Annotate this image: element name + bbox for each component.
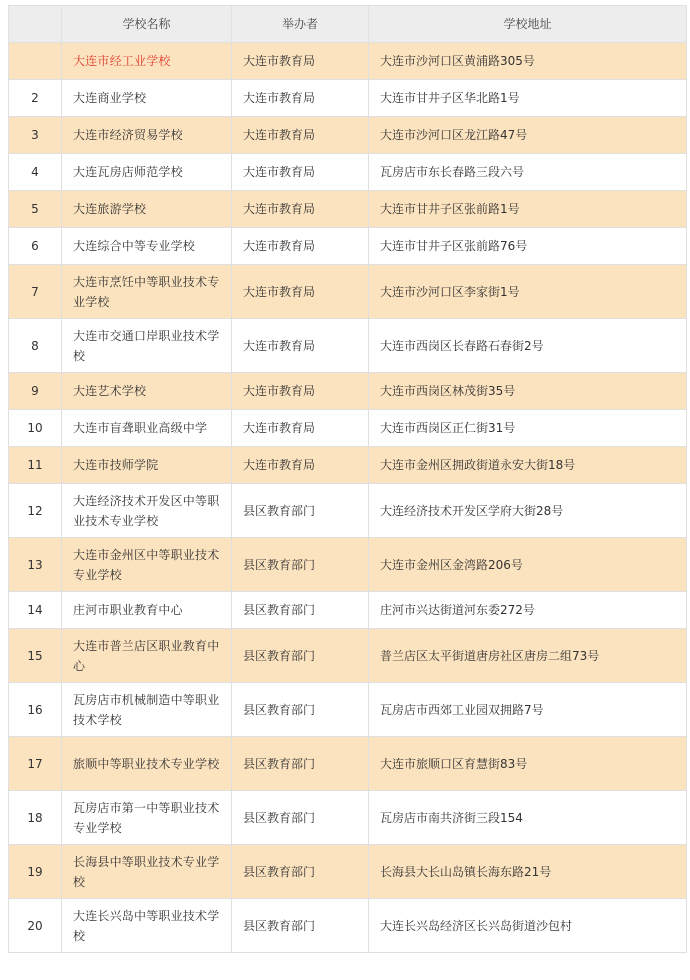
school-address: 大连市金州区拥政街道永安大街18号 — [369, 447, 687, 484]
table-row — [9, 191, 687, 228]
table-row — [9, 154, 687, 191]
table-row — [9, 845, 687, 899]
school-name: 大连市盲聋职业高级中学 — [62, 410, 232, 447]
table-row — [9, 538, 687, 592]
school-name: 大连市经工业学校 — [62, 43, 232, 80]
header-school-name: 学校名称 — [62, 6, 232, 43]
organizer: 县区教育部门 — [232, 791, 369, 845]
row-number: 9 — [9, 373, 62, 410]
organizer: 县区教育部门 — [232, 845, 369, 899]
table-row — [9, 373, 687, 410]
table-row — [9, 447, 687, 484]
row-number: 13 — [9, 538, 62, 592]
school-address: 大连市金州区金湾路206号 — [369, 538, 687, 592]
school-address: 庄河市兴达街道河东委272号 — [369, 592, 687, 629]
organizer: 县区教育部门 — [232, 629, 369, 683]
header-organizer: 举办者 — [232, 6, 369, 43]
school-name: 大连市经济贸易学校 — [62, 117, 232, 154]
table-row — [9, 737, 687, 791]
header-address: 学校地址 — [369, 6, 687, 43]
organizer: 县区教育部门 — [232, 592, 369, 629]
school-name: 大连艺术学校 — [62, 373, 232, 410]
row-number: 10 — [9, 410, 62, 447]
organizer: 县区教育部门 — [232, 538, 369, 592]
table-row — [9, 791, 687, 845]
school-address: 大连市甘井子区华北路1号 — [369, 80, 687, 117]
row-number: 12 — [9, 484, 62, 538]
school-address: 瓦房店市西郊工业园双拥路7号 — [369, 683, 687, 737]
organizer: 大连市教育局 — [232, 154, 369, 191]
row-number: 18 — [9, 791, 62, 845]
row-number: 3 — [9, 117, 62, 154]
row-number: 14 — [9, 592, 62, 629]
row-number: 7 — [9, 265, 62, 319]
organizer: 县区教育部门 — [232, 899, 369, 953]
school-address: 长海县大长山岛镇长海东路21号 — [369, 845, 687, 899]
header-no — [9, 6, 62, 43]
organizer: 大连市教育局 — [232, 410, 369, 447]
organizer: 县区教育部门 — [232, 683, 369, 737]
row-number: 17 — [9, 737, 62, 791]
row-number: 15 — [9, 629, 62, 683]
table-row — [9, 484, 687, 538]
organizer: 大连市教育局 — [232, 117, 369, 154]
row-number — [9, 43, 62, 80]
organizer: 大连市教育局 — [232, 265, 369, 319]
school-name: 大连市烹饪中等职业技术专业学校 — [62, 265, 232, 319]
organizer: 大连市教育局 — [232, 80, 369, 117]
school-address: 大连长兴岛经济区长兴岛街道沙包村 — [369, 899, 687, 953]
school-name: 大连长兴岛中等职业技术学校 — [62, 899, 232, 953]
school-address: 大连市西岗区正仁街31号 — [369, 410, 687, 447]
organizer: 大连市教育局 — [232, 43, 369, 80]
row-number: 2 — [9, 80, 62, 117]
table-row — [9, 265, 687, 319]
row-number: 5 — [9, 191, 62, 228]
table-row — [9, 228, 687, 265]
organizer: 大连市教育局 — [232, 319, 369, 373]
organizer: 大连市教育局 — [232, 447, 369, 484]
school-address: 大连市沙河口区龙江路47号 — [369, 117, 687, 154]
school-name: 长海县中等职业技术专业学校 — [62, 845, 232, 899]
school-address: 大连市西岗区长春路石春街2号 — [369, 319, 687, 373]
school-name: 大连经济技术开发区中等职业技术专业学校 — [62, 484, 232, 538]
school-address: 大连市旅顺口区育慧街83号 — [369, 737, 687, 791]
organizer: 大连市教育局 — [232, 191, 369, 228]
table-row — [9, 117, 687, 154]
school-address: 大连市甘井子区张前路1号 — [369, 191, 687, 228]
table-header-row — [9, 6, 687, 43]
row-number: 16 — [9, 683, 62, 737]
row-number: 20 — [9, 899, 62, 953]
school-address: 大连市甘井子区张前路76号 — [369, 228, 687, 265]
table-row — [9, 80, 687, 117]
school-name: 大连市交通口岸职业技术学校 — [62, 319, 232, 373]
school-name: 庄河市职业教育中心 — [62, 592, 232, 629]
organizer: 大连市教育局 — [232, 373, 369, 410]
school-name: 大连市普兰店区职业教育中心 — [62, 629, 232, 683]
school-name: 瓦房店市机械制造中等职业技术学校 — [62, 683, 232, 737]
school-name: 大连综合中等专业学校 — [62, 228, 232, 265]
row-number: 6 — [9, 228, 62, 265]
school-table — [8, 5, 687, 953]
school-address: 大连经济技术开发区学府大街28号 — [369, 484, 687, 538]
school-name: 瓦房店市第一中等职业技术专业学校 — [62, 791, 232, 845]
organizer: 县区教育部门 — [232, 737, 369, 791]
school-address: 大连市沙河口区李家街1号 — [369, 265, 687, 319]
school-name: 旅顺中等职业技术专业学校 — [62, 737, 232, 791]
table-row — [9, 43, 687, 80]
table-row — [9, 899, 687, 953]
row-number: 11 — [9, 447, 62, 484]
school-name: 大连瓦房店师范学校 — [62, 154, 232, 191]
school-address: 大连市西岗区林茂街35号 — [369, 373, 687, 410]
school-address: 瓦房店市东长春路三段六号 — [369, 154, 687, 191]
row-number: 4 — [9, 154, 62, 191]
row-number: 8 — [9, 319, 62, 373]
table-row — [9, 319, 687, 373]
school-address: 普兰店区太平街道唐房社区唐房二组73号 — [369, 629, 687, 683]
organizer: 大连市教育局 — [232, 228, 369, 265]
table-row — [9, 683, 687, 737]
table-row — [9, 629, 687, 683]
school-name: 大连商业学校 — [62, 80, 232, 117]
table-row — [9, 410, 687, 447]
organizer: 县区教育部门 — [232, 484, 369, 538]
school-address: 瓦房店市南共济街三段154 — [369, 791, 687, 845]
school-name: 大连市金州区中等职业技术专业学校 — [62, 538, 232, 592]
school-address: 大连市沙河口区黄浦路305号 — [369, 43, 687, 80]
school-name: 大连旅游学校 — [62, 191, 232, 228]
table-row — [9, 592, 687, 629]
row-number: 19 — [9, 845, 62, 899]
school-name: 大连市技师学院 — [62, 447, 232, 484]
